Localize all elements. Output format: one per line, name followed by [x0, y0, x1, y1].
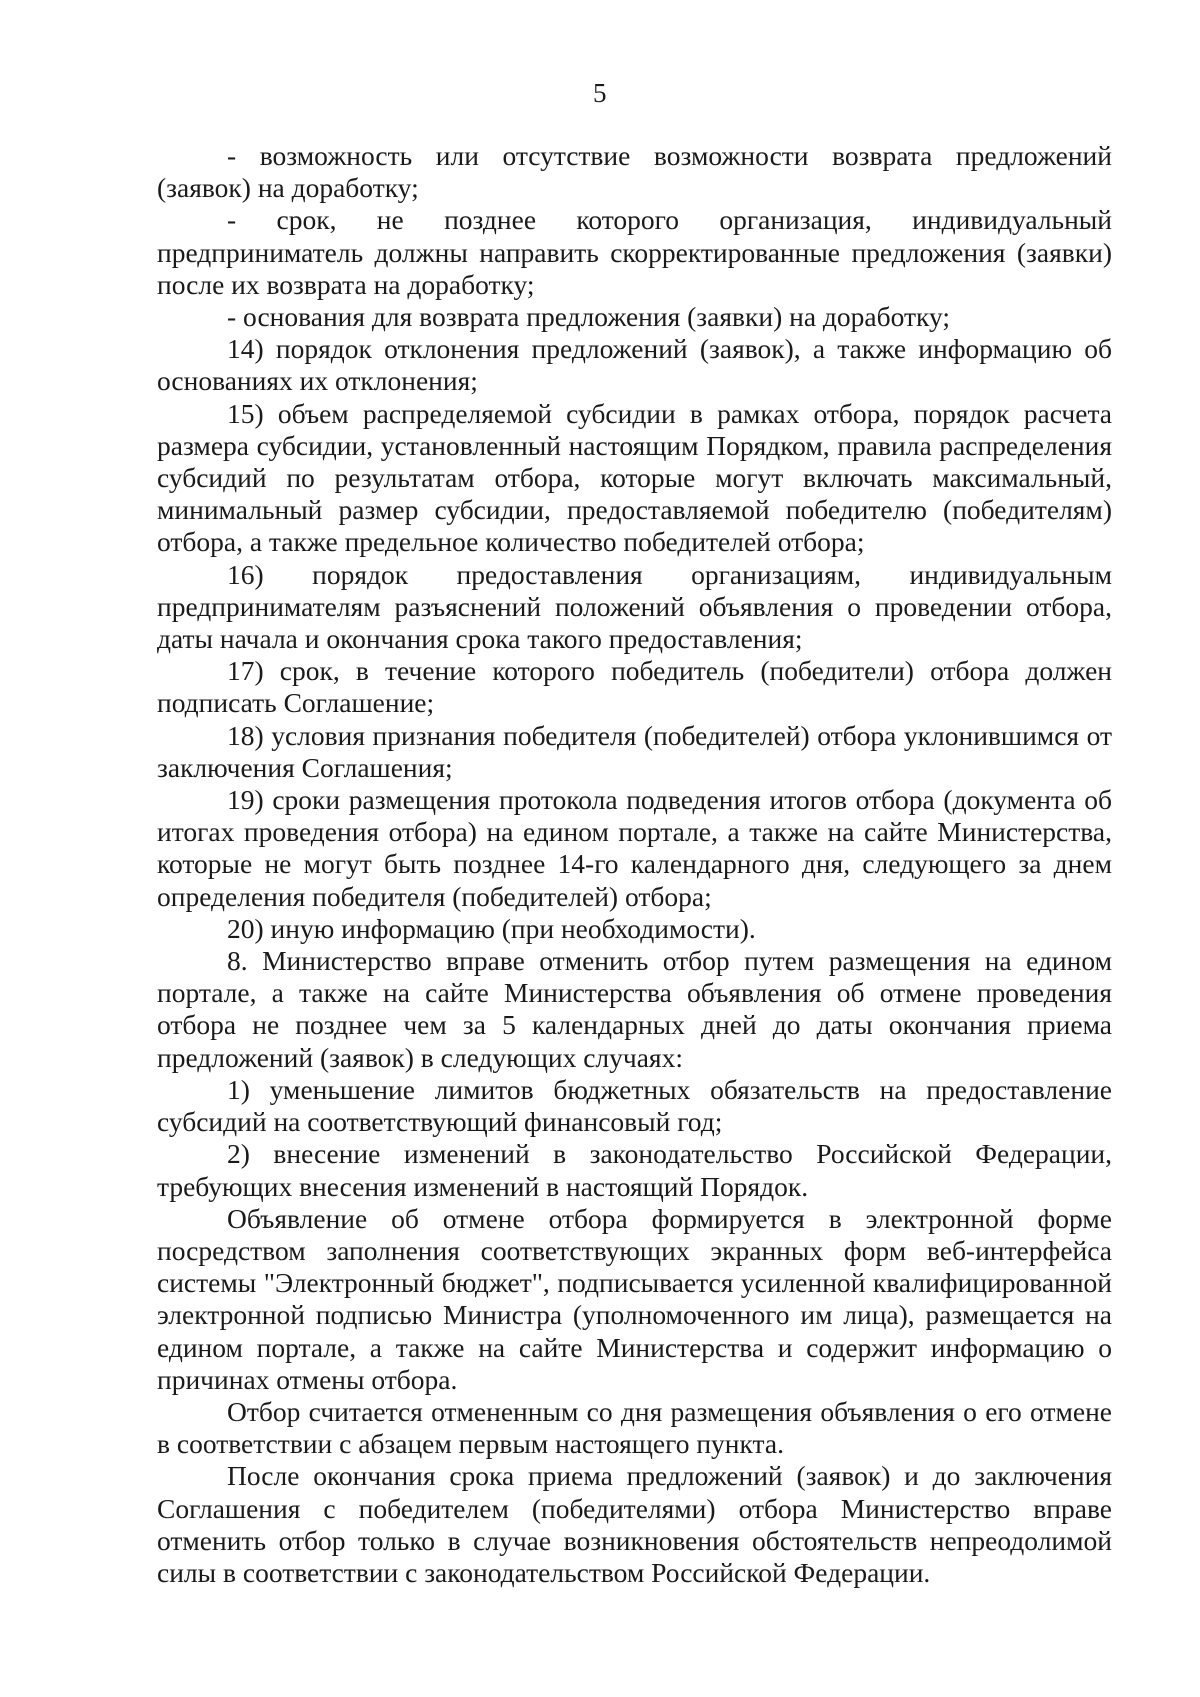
paragraph: Отбор считается отмененным со дня размещения объявления о его отмене в соответствии с абзацем первым настоящего пункта.: [157, 1395, 1112, 1460]
paragraph: 2) внесение изменений в законодательство Российской Федерации, требующих внесения изменений в настоящий Порядок.: [157, 1138, 1112, 1202]
paragraph: 19) сроки размещения протокола подведения итогов отбора (документа об итогах проведения отбора) на едином портале, а также на сайте Министерства, которые не могут быть позднее 14-го календарного дня, следующего за днем определения победителя (победителей) отбора;: [157, 784, 1112, 912]
paragraph: После окончания срока приема предложений (заявок) и до заключения Соглашения с победителем (победителями) отбора Министерство вправе отменить отбор только в случае возникновения обстоятельств непреодолимой силы в соответствии с законодательством Российской Федерации.: [157, 1460, 1112, 1588]
page-number: 5: [593, 78, 607, 108]
paragraph: - срок, не позднее которого организация, индивидуальный предприниматель должны направить скорректированные предложения (заявки) после их возврата на доработку;: [157, 204, 1112, 300]
paragraph: 15) объем распределяемой субсидии в рамках отбора, порядок расчета размера субсидии, установленный настоящим Порядком, правила распределения субсидий по результатам отбора, которые могут включать максимальный, минимальный размер субсидии, предоставляемой победителю (победителям) отбора, а также предельное количество победителей отбора;: [157, 397, 1112, 558]
document-body: [157, 140, 1112, 1589]
paragraph: - основания для возврата предложения (заявки) на доработку;: [227, 301, 950, 333]
paragraph: 20) иную информацию (при необходимости).: [227, 912, 756, 944]
paragraph: 14) порядок отклонения предложений (заявок), а также информацию об основаниях их отклонения;: [157, 333, 1112, 397]
paragraph: 16) порядок предоставления организациям, индивидуальным предпринимателям разъяснений положений объявления о проведении отбора, даты начала и окончания срока такого предоставления;: [157, 558, 1112, 655]
paragraph: 18) условия признания победителя (победителей) отбора уклонившимся от заключения Соглашения;: [157, 719, 1112, 783]
paragraph: 1) уменьшение лимитов бюджетных обязательств на предоставление субсидий на соответствующий финансовый год;: [157, 1073, 1112, 1138]
paragraph: 17) срок, в течение которого победитель (победители) отбора должен подписать Соглашение;: [157, 655, 1112, 719]
paragraph: - возможность или отсутствие возможности возврата предложений (заявок) на доработку;: [157, 140, 1112, 204]
paragraph: 8. Министерство вправе отменить отбор путем размещения на едином портале, а также на сайте Министерства объявления об отмене проведения отбора не позднее чем за 5 календарных дней до даты окончания приема предложений (заявок) в следующих случаях:: [157, 945, 1112, 1073]
paragraph: Объявление об отмене отбора формируется в электронной форме посредством заполнения соответствующих экранных форм веб-интерфейса системы "Электронный бюджет", подписывается усиленной квалифицированной электронной подписью Министра (уполномоченного им лица), размещается на едином портале, а также на сайте Министерства и содержит информацию о причинах отмены отбора.: [157, 1202, 1112, 1395]
